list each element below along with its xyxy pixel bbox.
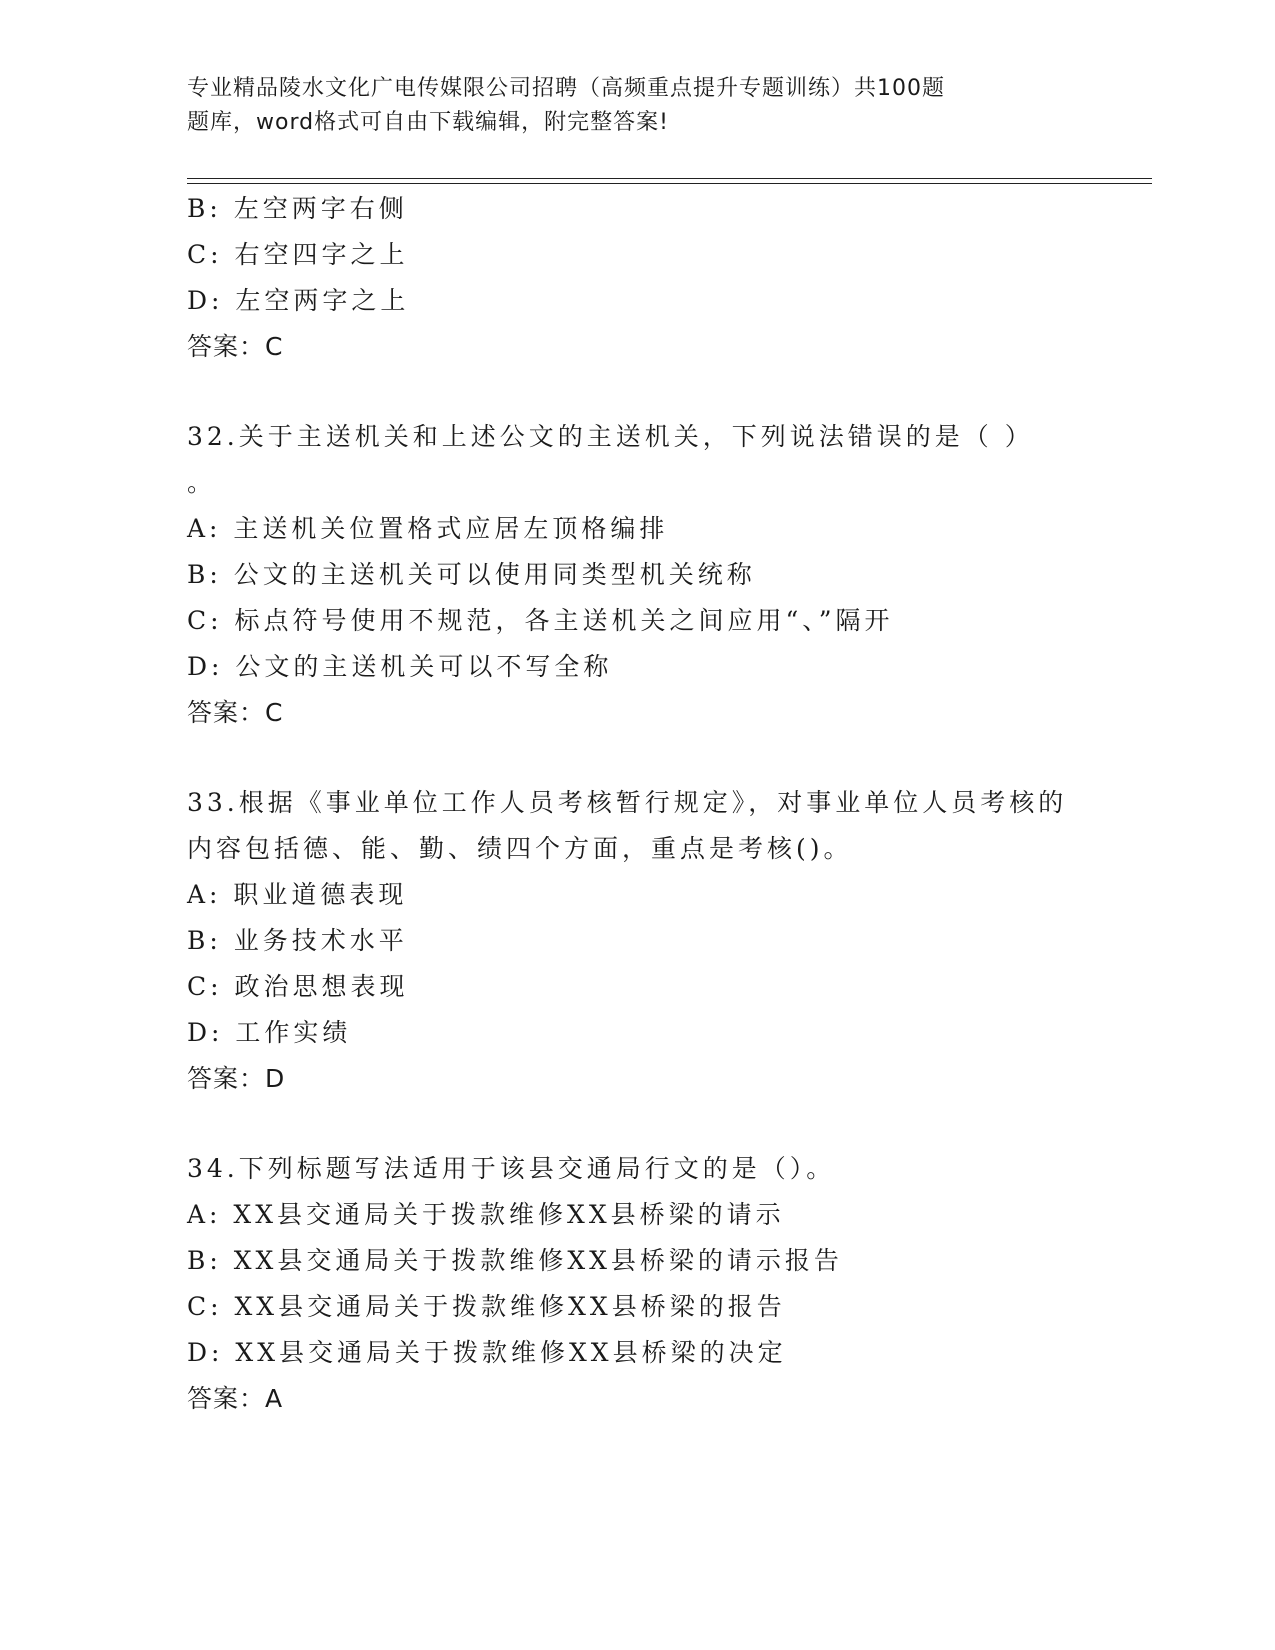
question-32-answer: 答案：C xyxy=(187,698,284,727)
question-32-option-a: A: 主送机关位置格式应居左顶格编排 xyxy=(187,514,669,543)
question-34-option-d: D: XX县交通局关于拨款维修XX县桥梁的决定 xyxy=(187,1338,787,1367)
question-34-answer: 答案：A xyxy=(187,1384,284,1413)
question-31-block xyxy=(187,186,1087,370)
header-title-line-1: 专业精品陵水文化广电传媒限公司招聘（高频重点提升专题训练）共100题 xyxy=(187,76,945,101)
question-34-option-b: B: XX县交通局关于拨款维修XX县桥梁的请示报告 xyxy=(187,1246,843,1275)
question-33-stem-line-2: 内容包括德、能、勤、绩四个方面，重点是考核()。 xyxy=(187,834,853,863)
question-33-block xyxy=(187,780,1087,1102)
header-title-line-2: 题库，word格式可自由下载编辑，附完整答案! xyxy=(187,110,669,135)
question-31-answer: 答案：C xyxy=(187,332,284,361)
question-34-stem-line-1: 34.下列标题写法适用于该县交通局行文的是（）。 xyxy=(187,1154,836,1183)
question-32-block xyxy=(187,414,1087,736)
question-33-answer: 答案：D xyxy=(187,1064,286,1093)
question-33-option-d: D: 工作实绩 xyxy=(187,1018,352,1047)
spacer xyxy=(187,736,1087,780)
question-31-option-d: D: 左空两字之上 xyxy=(187,286,410,315)
question-32-option-c: C: 标点符号使用不规范，各主送机关之间应用“、”隔开 xyxy=(187,606,894,635)
question-32-stem-line-1: 32.关于主送机关和上述公文的主送机关，下列说法错误的是（ ） xyxy=(187,422,1034,451)
question-33-stem-line-1: 33.根据《事业单位工作人员考核暂行规定》，对事业单位人员考核的 xyxy=(187,788,1068,817)
question-32-option-d: D: 公文的主送机关可以不写全称 xyxy=(187,652,613,681)
spacer xyxy=(187,370,1087,414)
question-34-option-c: C: XX县交通局关于拨款维修XX县桥梁的报告 xyxy=(187,1292,786,1321)
question-33-option-a: A: 职业道德表现 xyxy=(187,880,408,909)
question-33-option-c: C: 政治思想表现 xyxy=(187,972,409,1001)
question-32-stem-line-2: 。 xyxy=(187,468,217,497)
question-32-option-b: B: 公文的主送机关可以使用同类型机关统称 xyxy=(187,560,756,589)
header-divider-top xyxy=(187,178,1152,179)
question-content xyxy=(187,186,1087,1422)
question-31-option-c: C: 右空四字之上 xyxy=(187,240,409,269)
question-31-option-b: B: 左空两字右侧 xyxy=(187,194,408,223)
question-33-option-b: B: 业务技术水平 xyxy=(187,926,408,955)
question-34-block xyxy=(187,1146,1087,1422)
spacer xyxy=(187,1102,1087,1146)
question-34-option-a: A: XX县交通局关于拨款维修XX县桥梁的请示 xyxy=(187,1200,785,1229)
page-header xyxy=(187,72,1067,140)
header-divider-bottom xyxy=(187,183,1152,184)
